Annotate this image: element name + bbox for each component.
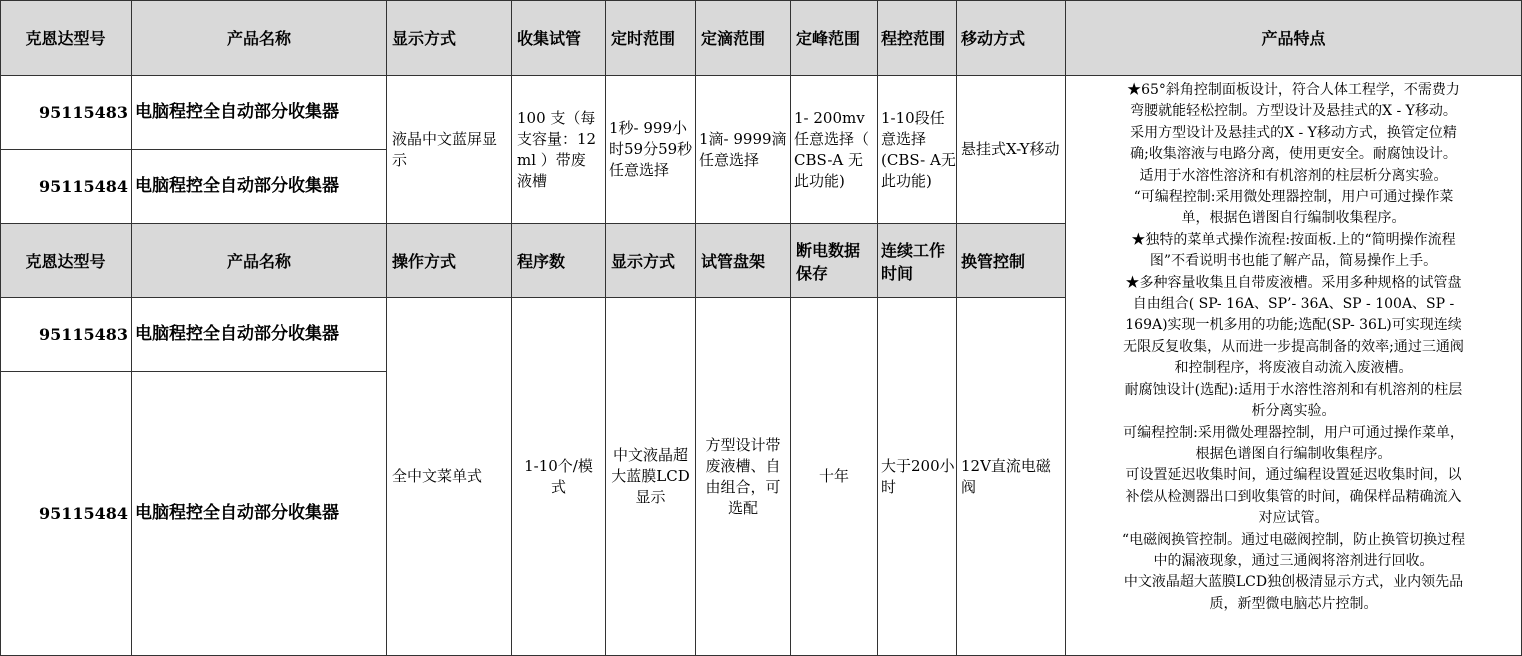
row3-name-text: 电脑程控全自动部分收集器 — [135, 324, 339, 344]
top-collection-tubes-cell — [512, 76, 606, 224]
header2-power-off-save — [791, 224, 878, 298]
top-program-range-value: 1-10段任意选择(CBS- A无此功能) — [881, 108, 956, 190]
bottom-operation-mode-value: 全中文菜单式 — [392, 467, 483, 485]
bottom-continuous-work-value: 大于200小时 — [881, 456, 955, 496]
feature-line: ★多种容量收集且自带废液槽。采用多种规格的试管盘 — [1125, 274, 1462, 291]
top-collection-tubes-value: 100 支（每支容量：12 ml ）带废液槽 — [517, 108, 597, 190]
feature-line: 中的漏液现象，通过三通阀将溶剂进行回收。 — [1153, 552, 1434, 569]
feature-line: 可编程控制:采用微处理器控制，用户可通过操作菜单， — [1123, 424, 1464, 441]
feature-line: 确;收集溶液与电路分离，使用更安全。耐腐蚀设计。 — [1130, 146, 1457, 163]
header2-power-off-save-text: 断电数据保存 — [796, 240, 861, 283]
top-movement-mode-value: 悬挂式X-Y移动 — [961, 140, 1060, 158]
feature-line: ★65°斜角控制面板设计，符合人体工程学，不需费力 — [1127, 82, 1460, 98]
header-movement-mode — [957, 0, 1066, 76]
product-features-cell — [1066, 76, 1522, 656]
row3-model — [0, 298, 132, 372]
top-peak-range-value: 1- 200mv任意选择（ CBS-A 无此功能) — [794, 108, 870, 190]
top-program-range-cell — [878, 76, 957, 224]
header2-operation-mode — [387, 224, 512, 298]
feature-line: 适用于水溶性溶济和有机溶剂的柱层析分离实验。 — [1139, 167, 1448, 184]
row1-name-text: 电脑程控全自动部分收集器 — [135, 102, 339, 122]
header-collection-tubes — [512, 0, 606, 76]
header-drop-range-text: 定滴范围 — [701, 29, 766, 48]
header2-continuous-work — [878, 224, 957, 298]
bottom-tube-switch-value: 12V直流电磁阀 — [961, 456, 1051, 496]
feature-line: “电磁阀换管控制。通过电磁阀控制，防止换管切换过程 — [1121, 531, 1466, 548]
header2-model-no — [0, 224, 132, 298]
header-model-no-text: 克恩达型号 — [25, 29, 106, 48]
bottom-program-count-value: 1-10个/模式 — [524, 456, 593, 496]
header2-operation-mode-text: 操作方式 — [392, 252, 457, 271]
row4-model — [0, 372, 132, 656]
header2-model-no-text: 克恩达型号 — [25, 252, 106, 271]
row2-name-text: 电脑程控全自动部分收集器 — [135, 176, 339, 196]
row4-name-text: 电脑程控全自动部分收集器 — [135, 503, 339, 523]
header-display-mode — [387, 0, 512, 76]
feature-line: 和控制程序，将废液自动流入废液槽。 — [1174, 360, 1413, 377]
header2-tube-rack — [696, 224, 791, 298]
header2-product-name-text: 产品名称 — [226, 252, 291, 271]
header-product-features-text: 产品特点 — [1261, 29, 1326, 48]
top-timing-range-cell — [606, 76, 696, 224]
header-timing-range-text: 定时范围 — [611, 29, 676, 48]
bottom-continuous-work-cell — [878, 298, 957, 656]
feature-line: 弯腰就能轻松控制。方型设计及悬挂式的X - Y移动。 — [1130, 103, 1457, 120]
top-display-mode-cell — [387, 76, 512, 224]
top-peak-range-cell — [791, 76, 878, 224]
feature-line: 自由组合( SP- 16A、SP’- 36A、SP - 100A、SP - — [1132, 296, 1455, 313]
bottom-display-mode-value: 中文液晶超大蓝膜LCD显示 — [611, 446, 690, 506]
row4-name — [132, 372, 387, 656]
header-program-range-text: 程控范围 — [881, 29, 946, 48]
feature-line: 质，新型微电脑芯片控制。 — [1209, 595, 1378, 612]
row4-model-text: 95115484 — [38, 504, 128, 523]
row1-name — [132, 76, 387, 150]
top-movement-mode-cell — [957, 76, 1066, 224]
feature-line: 无限反复收集，从而进一步提高制备的效率;通过三通阀 — [1123, 338, 1464, 355]
header-product-name — [132, 0, 387, 76]
header-timing-range — [606, 0, 696, 76]
header2-display-mode-text: 显示方式 — [611, 252, 676, 271]
feature-line: 图”不看说明书也能了解产品，简易操作上手。 — [1149, 253, 1438, 270]
header-peak-range-text: 定峰范围 — [796, 29, 861, 48]
row2-model-text: 95115484 — [38, 177, 128, 196]
header-collection-tubes-text: 收集试管 — [517, 29, 582, 48]
header-drop-range — [696, 0, 791, 76]
feature-line: 根据色谱图自行编制收集程序。 — [1195, 445, 1392, 462]
bottom-display-mode-cell — [606, 298, 696, 656]
bottom-tube-rack-value: 方型设计带废液槽、自由组合，可选配 — [705, 435, 781, 517]
header-product-features — [1066, 0, 1522, 76]
feature-line: 析分离实验。 — [1251, 403, 1336, 420]
feature-line: 补偿从检测器出口到收集管的时间，确保样品精确流入 — [1125, 488, 1462, 505]
feature-line: 可设置延迟收集时间，通过编程设置延迟收集时间，以 — [1125, 467, 1462, 484]
header2-program-count — [512, 224, 606, 298]
header-program-range — [878, 0, 957, 76]
header-model-no — [0, 0, 132, 76]
top-drop-range-value: 1滴- 9999滴任意选择 — [699, 129, 787, 169]
bottom-tube-switch-cell — [957, 298, 1066, 656]
top-drop-range-cell — [696, 76, 791, 224]
top-timing-range-value: 1秒- 999小时59分59秒任意选择 — [609, 119, 693, 179]
header2-tube-switch — [957, 224, 1066, 298]
feature-line: 耐腐蚀设计(选配):适用于水溶性溶剂和有机溶剂的柱层 — [1124, 381, 1463, 398]
row2-name — [132, 150, 387, 224]
header2-display-mode — [606, 224, 696, 298]
header2-continuous-work-text: 连续工作时间 — [881, 240, 946, 283]
feature-line: ★独特的菜单式操作流程:按面板.上的“简明操作流程 — [1131, 231, 1456, 248]
feature-line: 对应试管。 — [1258, 510, 1329, 527]
header-product-name-text: 产品名称 — [226, 29, 291, 48]
feature-line: 中文液晶超大蓝膜LCD独创极清显示方式，业内领先品 — [1123, 574, 1464, 591]
top-display-mode-value: 液晶中文蓝屏显示 — [392, 129, 498, 169]
header-movement-mode-text: 移动方式 — [961, 29, 1026, 48]
bottom-power-off-save-value: 十年 — [818, 467, 849, 485]
feature-line: 单，根据色谱图自行编制收集程序。 — [1181, 210, 1406, 227]
row1-model — [0, 76, 132, 150]
feature-line: 169A)实现一机多用的功能;选配(SP- 36L)可实现连续 — [1125, 317, 1462, 334]
bottom-tube-rack-cell — [696, 298, 791, 656]
feature-line: 采用方型设计及悬挂式的X - Y移动方式，换管定位精 — [1130, 124, 1457, 141]
bottom-operation-mode-cell — [387, 298, 512, 656]
header-display-mode-text: 显示方式 — [392, 29, 457, 48]
bottom-power-off-save-cell — [791, 298, 878, 656]
row1-model-text: 95115483 — [38, 103, 128, 122]
row3-model-text: 95115483 — [38, 325, 128, 344]
row2-model — [0, 150, 132, 224]
header2-product-name — [132, 224, 387, 298]
header-peak-range — [791, 0, 878, 76]
product-features-list — [1072, 80, 1515, 615]
bottom-program-count-cell — [512, 298, 606, 656]
header2-tube-switch-text: 换管控制 — [961, 252, 1026, 271]
header2-program-count-text: 程序数 — [517, 252, 566, 271]
feature-line: “可编程控制:采用微处理器控制，用户可通过操作菜 — [1133, 189, 1454, 206]
header2-tube-rack-text: 试管盘架 — [701, 252, 766, 271]
row3-name — [132, 298, 387, 372]
